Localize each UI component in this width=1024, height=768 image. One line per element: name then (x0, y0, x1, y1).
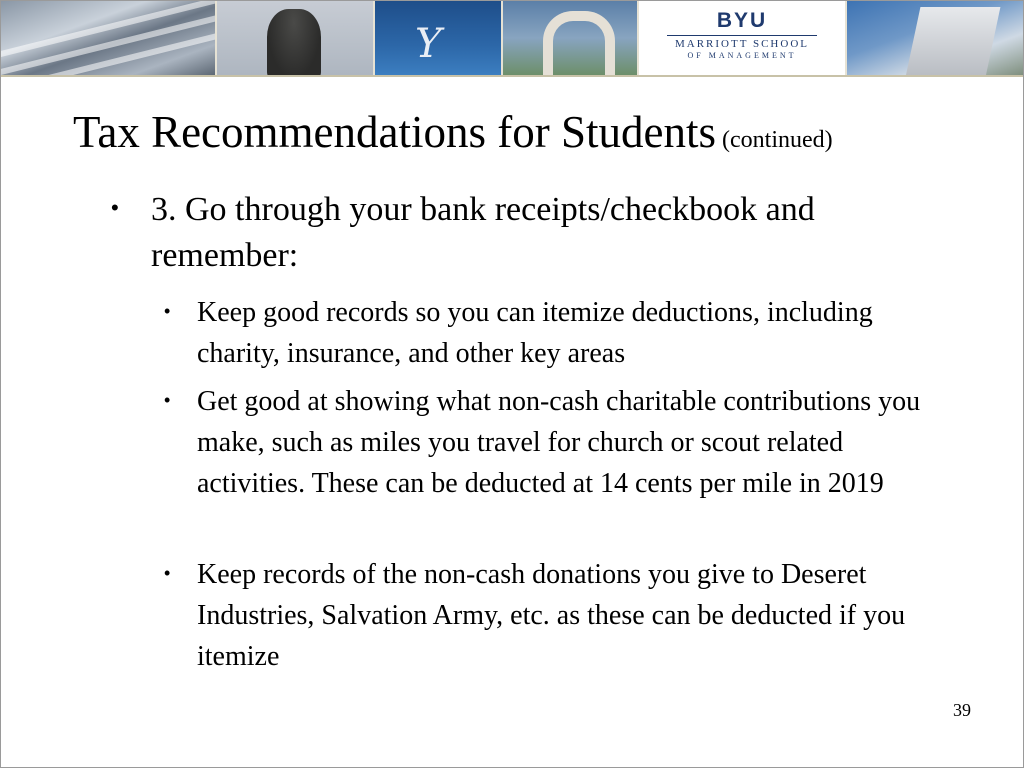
bullet-marker: • (164, 390, 171, 410)
logo-main-text: BYU (716, 9, 768, 32)
banner-photo-campus (847, 1, 1023, 75)
header-banner (1, 1, 1023, 77)
logo-school-text: MARRIOTT SCHOOL (674, 38, 809, 50)
banner-photo-building (1, 1, 217, 75)
slide-title-text: Tax Recommendations for Students (73, 107, 716, 157)
sub-bullet-text: Keep records of the non-cash donations you give to Deseret Industries, Salvation Army, etc. as these can be deducted if you itemize (197, 559, 906, 672)
banner-photo-bell-tower (503, 1, 639, 75)
sub-bullet-text: Keep good records so you can itemize deductions, including charity, insurance, and other key areas (197, 297, 873, 369)
sub-bullet (164, 381, 957, 504)
slide-title (73, 105, 833, 167)
slide-title-suffix: (continued) (722, 127, 833, 153)
banner-photo-statue (217, 1, 375, 75)
bullet-marker: • (164, 301, 171, 321)
bullet-marker: • (111, 195, 119, 220)
sub-bullet-text: Get good at showing what non-cash charitable contributions you make, such as miles you travel for church or scout related activities. These can be deducted at 14 cents per mile in 2019 (197, 386, 921, 499)
logo-management-text: OF MANAGEMENT (687, 51, 797, 60)
main-bullet-text: 3. Go through your bank receipts/checkbook and remember: (151, 191, 815, 274)
banner-photo-y-mountain: Y (375, 1, 503, 75)
sub-bullet (164, 292, 957, 374)
main-bullet (111, 187, 961, 279)
bullet-marker: • (164, 563, 171, 583)
page-number: 39 (953, 700, 971, 720)
sub-bullet (164, 554, 957, 677)
byu-logo (639, 1, 847, 75)
